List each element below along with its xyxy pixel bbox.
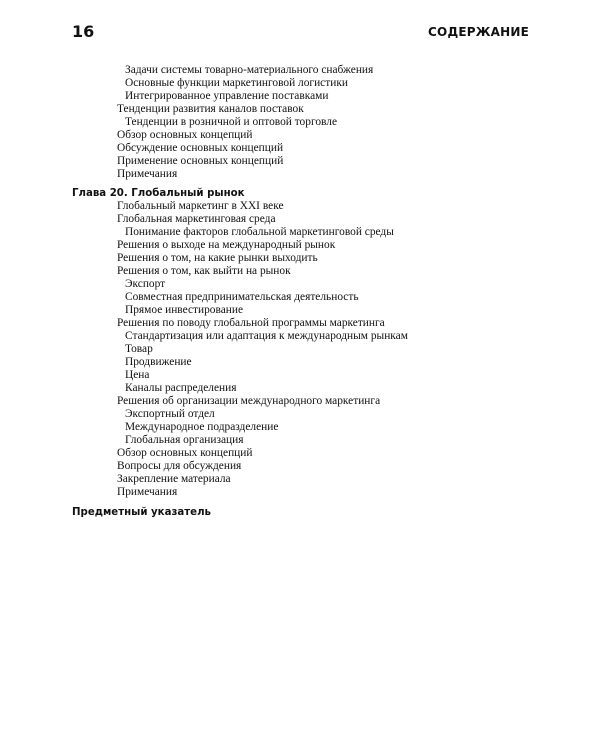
toc-entry-title: Обзор основных концепций [117, 447, 253, 459]
toc-entry-title: Решения о выходе на международный рынок [117, 239, 336, 251]
toc-entry-title: Примечания [117, 168, 178, 180]
toc-entry-title: Решения об организации международного маркетинга [117, 395, 381, 407]
toc-entry-title: Решения о том, как выйти на рынок [117, 265, 291, 277]
toc-entry-title: Применение основных концепций [117, 155, 284, 167]
toc-entry-title: Интегрированное управление поставками [125, 90, 329, 102]
toc-entry-title: Прямое инвестирование [125, 304, 243, 316]
toc-entry-title: Предметный указатель [72, 507, 211, 518]
toc-entry-title: Стандартизация или адаптация к международным рынкам [125, 330, 408, 342]
toc-entry-title: Примечания [117, 486, 178, 498]
toc-entry-title: Совместная предпринимательская деятельность [125, 291, 359, 303]
toc-entry-title: Закрепление материала [117, 473, 231, 485]
toc-entry-title: Обсуждение основных концепций [117, 142, 284, 154]
toc-entry-title: Экспорт [125, 278, 166, 290]
page-number: 16 [72, 22, 95, 41]
toc-entry-title: Глобальный маркетинг в XXI веке [117, 200, 284, 212]
toc-entry-title: Тенденции развития каналов поставок [117, 103, 304, 115]
toc-entry-title: Продвижение [125, 356, 192, 368]
toc-entry-title: Международное подразделение [125, 421, 279, 433]
toc-entry-title: Глава 20. Глобальный рынок [72, 188, 245, 199]
toc-entry-title: Обзор основных концепций [117, 129, 253, 141]
toc-entry-title: Основные функции маркетинговой логистики [125, 77, 348, 89]
toc-entry-title: Вопросы для обсуждения [117, 460, 242, 472]
toc-entry-title: Решения о том, на какие рынки выходить [117, 252, 318, 264]
toc-entry-title: Задачи системы товарно-материального снабжения [125, 64, 374, 76]
toc-entry-title: Цена [125, 369, 150, 381]
toc-entry-title: Понимание факторов глобальной маркетинговой среды [125, 226, 394, 238]
running-head: СОДЕРЖАНИЕ [428, 25, 529, 39]
toc-entry-title: Решения по поводу глобальной программы маркетинга [117, 317, 385, 329]
toc-entry-title: Товар [125, 343, 153, 355]
toc-entry-title: Глобальная организация [125, 434, 244, 446]
toc-entry-title: Экспортный отдел [125, 408, 215, 420]
toc-entry-title: Каналы распределения [125, 382, 237, 394]
toc-entry-title: Глобальная маркетинговая среда [117, 213, 276, 225]
toc-entry-title: Тенденции в розничной и оптовой торговле [125, 116, 337, 128]
